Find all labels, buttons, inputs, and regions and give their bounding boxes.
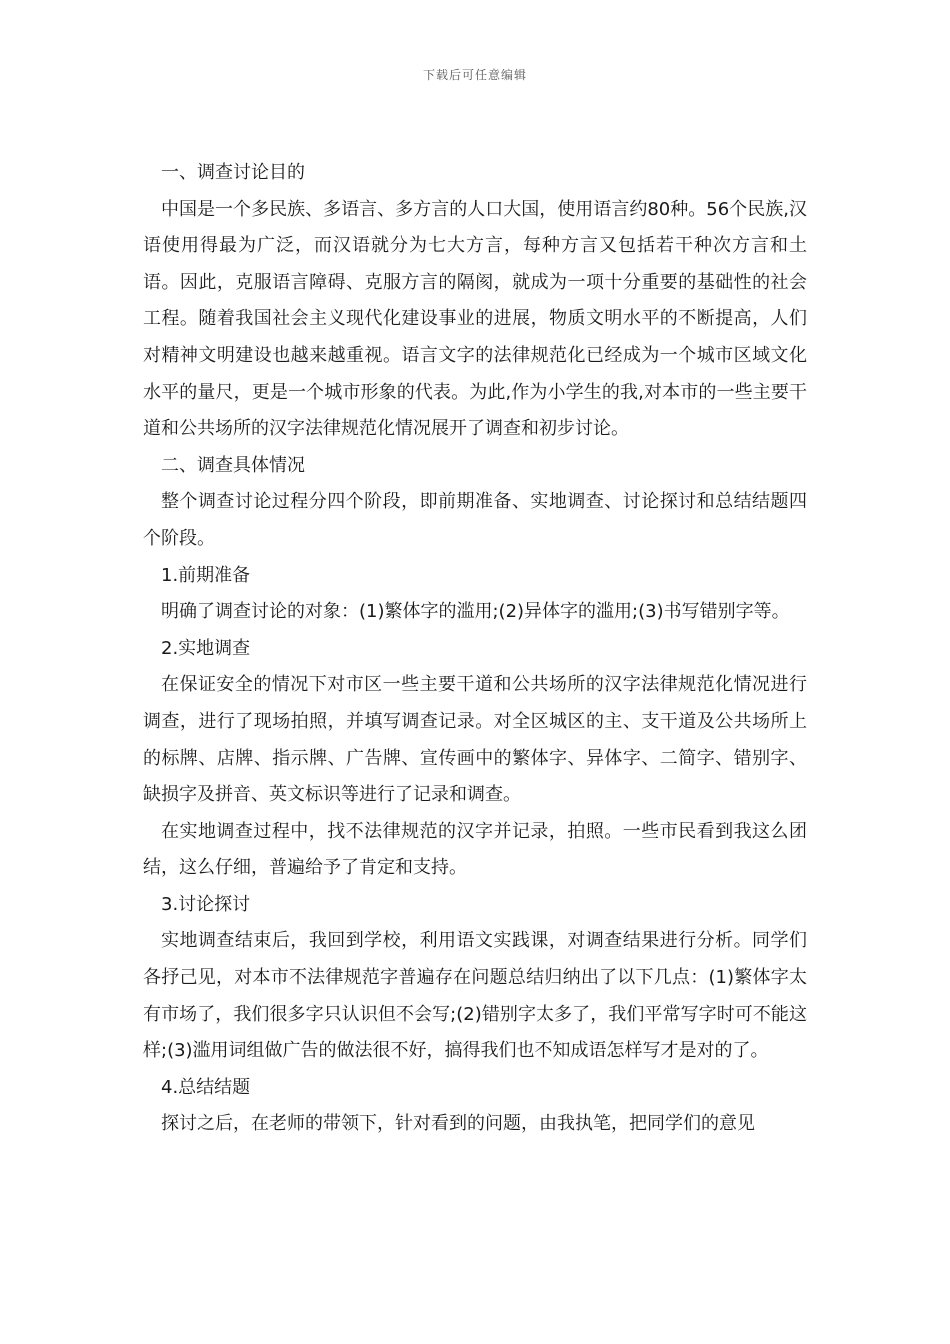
paragraph-conclusion: 探讨之后，在老师的带领下，针对看到的问题，由我执笔，把同学们的意见 [161,1113,755,1135]
subheading-conclusion: 4.总结结题 [161,1076,251,1098]
subheading-preparation: 1.前期准备 [161,564,251,586]
paragraph-preparation: 明确了调查讨论的对象：(1)繁体字的滥用;(2)异体字的滥用;(3)书写错别字等。 [161,601,790,623]
paragraph-discussion: 实地调查结束后，我回到学校，利用语文实践课，对调查结果进行分析。同学们各抒己见，对本市不法律规范字普遍存在问题总结归纳出了以下几点：(1)繁体字太有市场了，我们很多字只认识但不会写;(2)错别字太多了，我们平常写字时可不能这样;(3)滥用词组做广告的做法很不好，搞得我们也不知成语怎样写才是对的了。 [143,930,807,1062]
paragraph-background: 中国是一个多民族、多语言、多方言的人口大国，使用语言约80种。56个民族,汉语使用得最为广泛，而汉语就分为七大方言，每种方言又包括若干种次方言和土语。因此，克服语言障碍、克服方言的隔阂，就成为一项十分重要的基础性的社会工程。随着我国社会主义现代化建设事业的进展，物质文明水平的不断提高，人们对精神文明建设也越来越重视。语言文字的法律规范化已经成为一个城市区域文化水平的量尺，更是一个城市形象的代表。为此,作为小学生的我,对本市的一些主要干道和公共场所的汉字法律规范化情况展开了调查和初步讨论。 [143,198,807,440]
paragraph-stages: 整个调查讨论过程分四个阶段，即前期准备、实地调查、讨论探讨和总结结题四个阶段。 [143,491,807,549]
paragraph-field-survey: 在保证安全的情况下对市区一些主要干道和公共场所的汉字法律规范化情况进行调查，进行了现场拍照，并填写调查记录。对全区城区的主、支干道及公共场所上的标牌、店牌、指示牌、广告牌、宣传画中的繁体字、异体字、二简字、错别字、缺损字及拼音、英文标识等进行了记录和调查。 [143,674,807,806]
subheading-discussion: 3.讨论探讨 [161,893,251,915]
document-body [143,155,807,1143]
page-header: 下载后可任意编辑 [422,68,527,82]
paragraph-field-survey-process: 在实地调查过程中，找不法律规范的汉字并记录，拍照。一些市民看到我这么团结，这么仔细，普遍给予了肯定和支持。 [143,820,807,879]
heading-survey-details: 二、调查具体情况 [161,454,305,476]
heading-survey-purpose: 一、调查讨论目的 [161,162,305,183]
subheading-field-survey: 2.实地调查 [161,637,251,659]
